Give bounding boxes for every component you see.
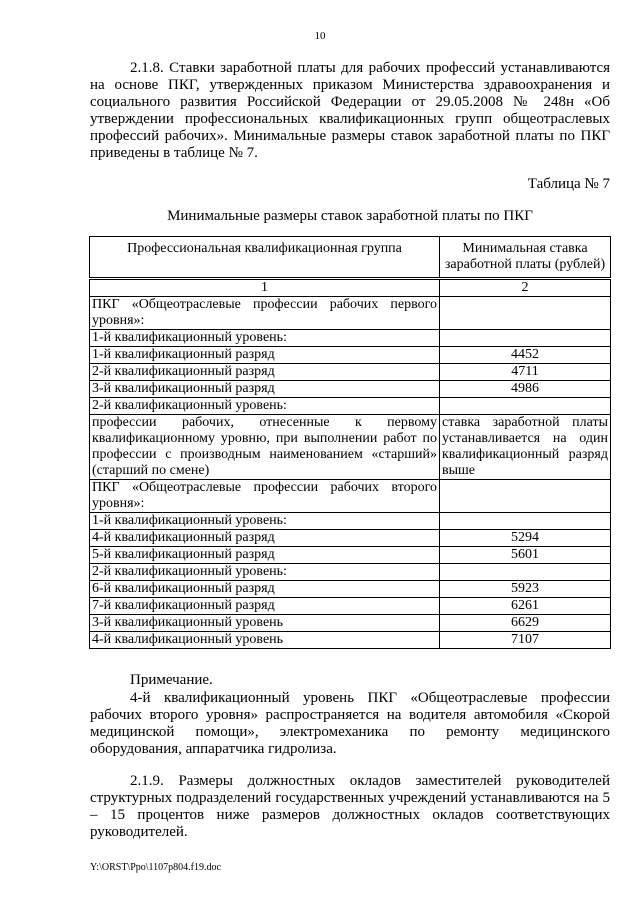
paragraph-2-1-9: 2.1.9. Размеры должностных окладов заместителей руководителей структурных подразделений государственных учреждений устанавливаются на 5 – 15 процентов ниже размеров должностных окладов соответствующих руководителей. [90,773,610,840]
row-label: 7-й квалификационный разряд [90,598,440,615]
row-value: 4711 [440,364,611,381]
row-label: 3-й квалификационный разряд [90,381,440,398]
table-row [90,480,611,513]
row-value: 5923 [440,581,611,598]
row-label: 2-й квалификационный уровень: [90,398,440,415]
row-value [440,513,611,530]
row-value: 5601 [440,547,611,564]
row-label: 4-й квалификационный разряд [90,530,440,547]
row-label: 5-й квалификационный разряд [90,547,440,564]
row-label: 2-й квалификационный разряд [90,364,440,381]
table-row [90,347,611,364]
note-text: 4-й квалификационный уровень ПКГ «Общеотраслевые профессии рабочих второго уровня» распространяется на водителя автомобиля «Скорой медицинской помощи», электромеханика по ремонту медицинского оборудования, аппаратчика гидролиза. [90,690,610,757]
table-row [90,564,611,581]
table-row [90,297,611,330]
footer-file-path: Y:\ORST\Ppo\1107p804.f19.doc [90,862,221,873]
row-value: ставка заработной платы устанавливается на один квалификационный разряд выше [440,415,611,480]
row-label: 1-й квалификационный уровень: [90,330,440,347]
table-row [90,581,611,598]
column-number-2: 2 [440,279,611,297]
table-row [90,330,611,347]
column-number-row [90,279,611,297]
table-title: Минимальные размеры ставок заработной платы по ПКГ [167,208,533,224]
table-row [90,598,611,615]
row-label: 1-й квалификационный разряд [90,347,440,364]
row-value: 4452 [440,347,611,364]
table-row [90,398,611,415]
table-row [90,632,611,649]
row-value [440,480,611,513]
row-label: 2-й квалификационный уровень: [90,564,440,581]
row-label: профессии рабочих, отнесенные к первому квалификационному уровню, при выполнении работ по профессии с производным наименованием «старший» (старший по смене) [90,415,440,480]
header-min-rate: Минимальная ставка заработной платы (рублей) [440,237,611,279]
paragraph-2-1-8: 2.1.8. Ставки заработной платы для рабочих профессий устанавливаются на основе ПКГ, утвержденных приказом Министерства здравоохранения и социального развития Российской Федерации от 29.05.2008 № 248н «Об утверждении профессиональных квалификационных групп общеотраслевых профессий рабочих». Минимальные размеры ставок заработной платы по ПКГ приведены в таблице № 7. [90,60,610,161]
table-row [90,415,611,480]
row-label: 4-й квалификационный уровень [90,632,440,649]
row-value [440,297,611,330]
row-label: ПКГ «Общеотраслевые профессии рабочих первого уровня»: [90,297,440,330]
row-value: 7107 [440,632,611,649]
row-value: 5294 [440,530,611,547]
row-label: 1-й квалификационный уровень: [90,513,440,530]
table-number-label: Таблица № 7 [527,176,610,192]
row-value [440,564,611,581]
table-row [90,381,611,398]
note-title: Примечание. [130,672,213,688]
row-value: 4986 [440,381,611,398]
table-row [90,530,611,547]
row-value: 6261 [440,598,611,615]
row-label: 6-й квалификационный разряд [90,581,440,598]
table-row [90,547,611,564]
table-row [90,615,611,632]
table-row [90,364,611,381]
header-qualification-group: Профессиональная квалификационная группа [90,237,440,279]
row-value [440,398,611,415]
column-number-1: 1 [90,279,440,297]
row-value: 6629 [440,615,611,632]
row-label: 3-й квалификационный уровень [90,615,440,632]
page-number: 10 [314,30,326,42]
salary-table [89,236,611,649]
row-value [440,330,611,347]
table-row [90,513,611,530]
table-header-row [90,237,611,279]
row-label: ПКГ «Общеотраслевые профессии рабочих второго уровня»: [90,480,440,513]
